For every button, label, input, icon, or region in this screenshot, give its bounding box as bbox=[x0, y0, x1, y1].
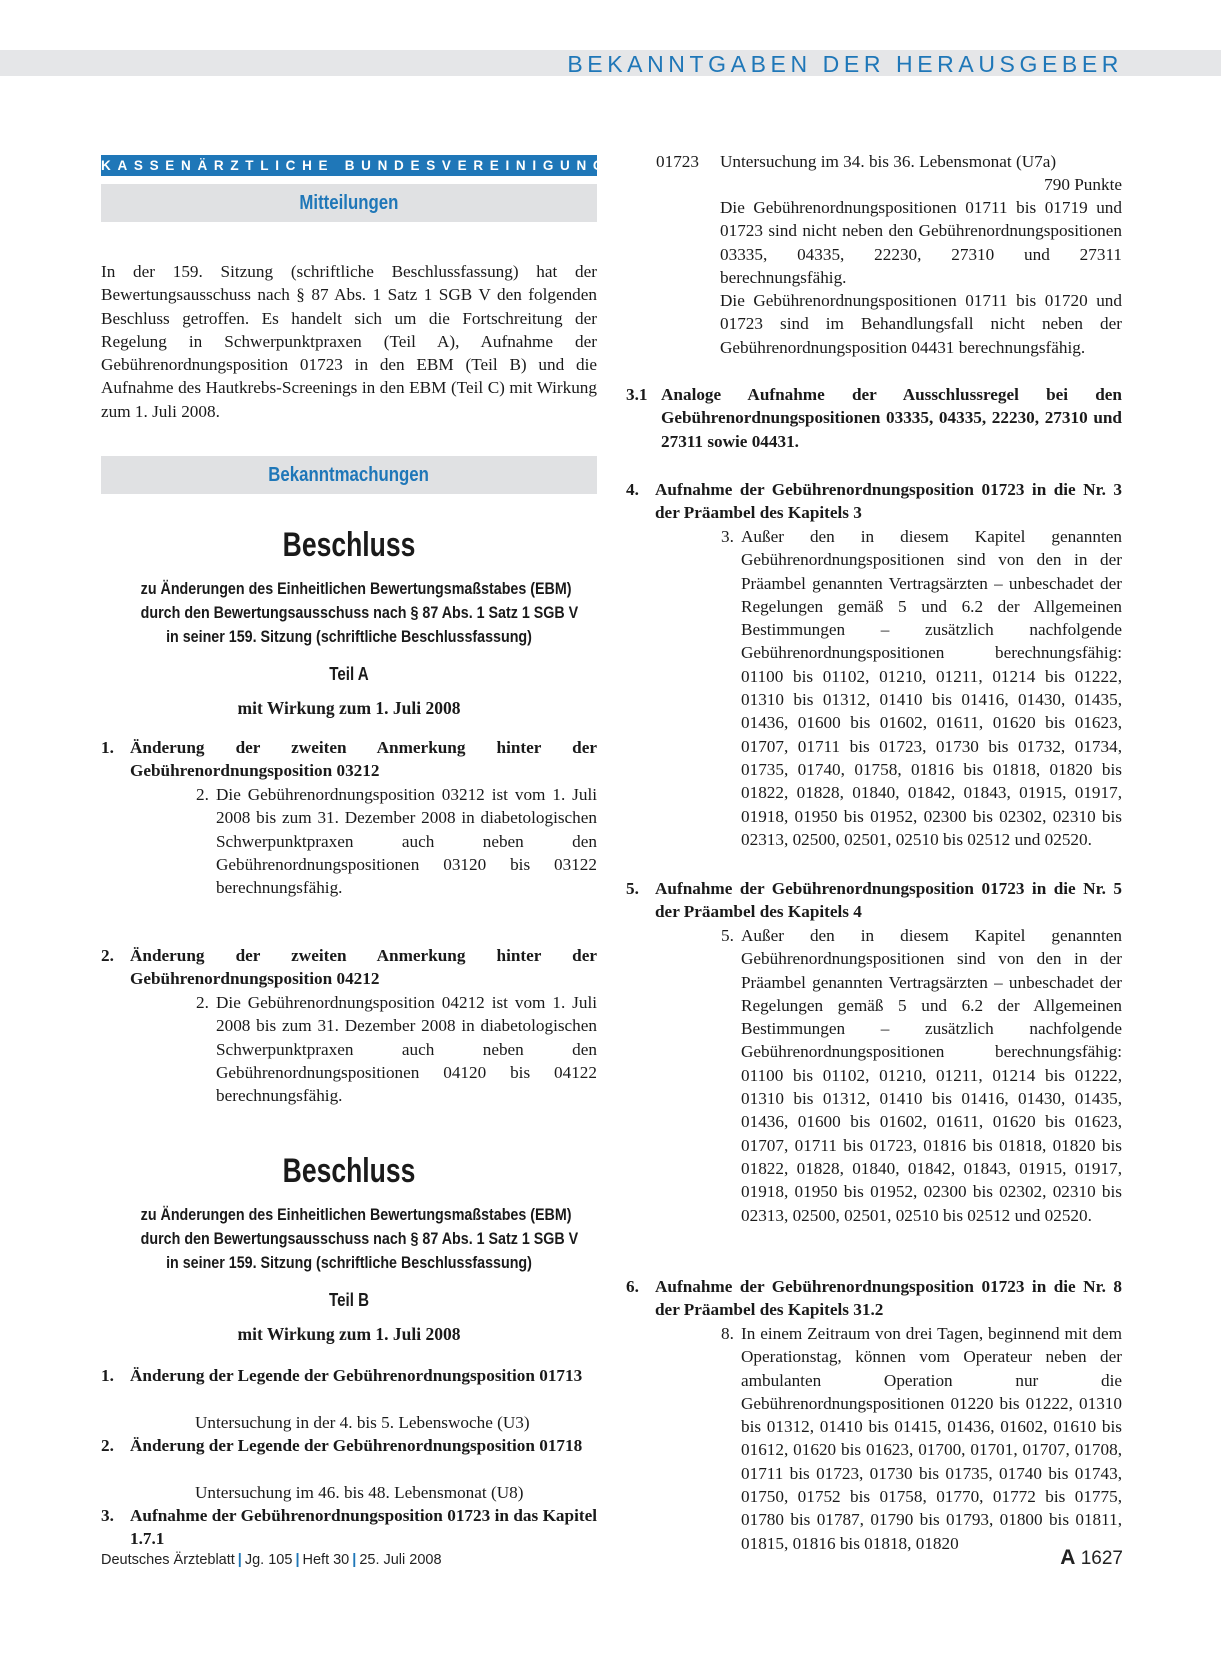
teil-b-label: Teil B bbox=[328, 1290, 370, 1310]
list-item-body: 5. Außer den in diesem Kapitel genannten Gebührenordnungspositionen sind von den in der Präambel genannten Vertragsärzten – unbeschadet der Regelungen gemäß 5 und 6.2 der Allgemeinen Bestimmungen – zusätzlich nachfolgende Gebührenordnungspositionen berechnungsfähig: 01100 bis 01102, 01210, 01211, 01214 bis 01222, 01310 bis 01312, 01410 bis 01416, 01430, 01435, 01436, 01600 bis 01602, 01611, 01620 bis 01623, 01707, 01711 bis 01723, 01816 bis 01818, 01820 bis 01822, 01828, 01840, 01842, 01843, 01915, 01917, 01918, 01950 bis 01952, 02300 bis 02302, 02310 bis 02313, 02500, 02501, 02510 bis 02512 und 02520. bbox=[721, 926, 1122, 1225]
beschluss-title-a: Beschluss bbox=[282, 526, 416, 564]
list-item-body: 2. Die Gebührenordnungsposition 04212 ist vom 1. Juli 2008 bis zum 31. Dezember 2008 in diabetologischen Schwerpunktpraxen auch neben den Gebührenordnungspositionen 04120 bis 04122 berechnungsfähig. bbox=[196, 993, 597, 1106]
list-item: 6. Aufnahme der Gebührenordnungsposition 01723 in die Nr. 8 der Präambel des Kapitels 31.2 bbox=[626, 1277, 1122, 1320]
beschluss-subtitle-a: zu Änderungen des Einheitlichen Bewertungsmaßstabes (EBM) durch den Bewertungsausschuss nach § 87 Abs. 1 Satz 1 SGB V in seiner 159. Sitzung (schriftliche Beschlussfassung) bbox=[140, 579, 579, 646]
issue: Heft 30 bbox=[302, 1552, 350, 1568]
list-item: 1. Änderung der Legende der Gebührenordnungsposition 01713 bbox=[101, 1366, 583, 1385]
gop-points: 790 Punkte bbox=[1044, 175, 1122, 194]
mitteilungen-heading: Mitteilungen bbox=[101, 184, 597, 222]
gop-note-2: Die Gebührenordnungspositionen 01711 bis 01720 und 01723 sind im Behandlungsfall nicht neben der Gebührenordnungsposition 04431 berechnungsfähig. bbox=[720, 291, 1122, 357]
wirkung-a: mit Wirkung zum 1. Juli 2008 bbox=[237, 698, 461, 718]
list-item: 3. Aufnahme der Gebührenordnungsposition 01723 in das Kapitel 1.7.1 bbox=[101, 1506, 597, 1549]
list-item-body: 8. In einem Zeitraum von drei Tagen, beginnend mit dem Operationstag, können vom Operateur neben der ambulanten Operation nur die Gebührenordnungspositionen 01220 bis 01222, 01310 bis 01312, 01410 bis 01415, 01436, 01602, 01610 bis 01612, 01620 bis 01623, 01700, 01701, 01707, 01708, 01711 bis 01723, 01730 bis 01735, 01740 bis 01743, 01750, 01752 bis 01758, 01770, 01772 bis 01775, 01780 bis 01787, 01790 bis 01793, 01800 bis 01811, 01815, 01816 bis 01818, 01820 bbox=[721, 1324, 1122, 1553]
list-item-body: Untersuchung in der 4. bis 5. Lebenswoche (U3) bbox=[195, 1413, 530, 1432]
list-item: 2. Änderung der Legende der Gebührenordnungsposition 01718 bbox=[101, 1436, 583, 1455]
beschluss-title-b: Beschluss bbox=[282, 1152, 416, 1190]
list-item: 4. Aufnahme der Gebührenordnungsposition 01723 in die Nr. 3 der Präambel des Kapitels 3 bbox=[626, 480, 1122, 523]
footer-citation: Deutsches Ärzteblatt | Jg. 105 | Heft 30 | 25. Juli 2008 bbox=[101, 1552, 442, 1568]
journal-name: Deutsches Ärzteblatt bbox=[101, 1552, 235, 1568]
gop-title: Untersuchung im 34. bis 36. Lebensmonat (U7a) bbox=[720, 152, 1057, 171]
list-item-body: 3. Außer den in diesem Kapitel genannten Gebührenordnungspositionen sind von den in der Präambel genannten Vertragsärzten – unbeschadet der Regelungen gemäß 5 und 6.2 der Allgemeinen Bestimmungen – zusätzlich nachfolgende Gebührenordnungspositionen berechnungsfähig: 01100 bis 01102, 01210, 01211, 01214 bis 01222, 01310 bis 01312, 01410 bis 01416, 01430, 01435, 01436, 01600 bis 01602, 01611, 01620 bis 01623, 01707, 01711 bis 01723, 01730 bis 01732, 01734, 01735, 01740, 01758, 01816 bis 01818, 01820 bis 01822, 01828, 01840, 01842, 01843, 01915, 01917, 01918, 01950 bis 01952, 02300 bis 02302, 02310 bis 02313, 02500, 02501, 02510 bis 02512 und 02520. bbox=[721, 527, 1122, 849]
beschluss-subtitle-b: zu Änderungen des Einheitlichen Bewertungsmaßstabes (EBM) durch den Bewertungsausschuss nach § 87 Abs. 1 Satz 1 SGB V in seiner 159. Sitzung (schriftliche Beschlussfassung) bbox=[140, 1205, 579, 1272]
intro-paragraph: In der 159. Sitzung (schriftliche Beschlussfassung) hat der Bewertungsausschuss nach § 87 Abs. 1 Satz 1 SGB V den folgenden Beschluss getroffen. Es handelt sich um die Fortschreitung der Regelung in Schwerpunktpraxen (Teil A), Aufnahme der Gebührenordnungsposition 01723 in den EBM (Teil B) und die Aufnahme des Hautkrebs-Screenings in den EBM (Teil C) mit Wirkung zum 1. Juli 2008. bbox=[101, 262, 597, 421]
list-item: 1. Änderung der zweiten Anmerkung hinter der Gebührenordnungsposition 03212 bbox=[101, 738, 597, 781]
list-item-body: Untersuchung im 46. bis 48. Lebensmonat (U8) bbox=[195, 1483, 524, 1502]
kbv-banner: KASSENÄRZTLICHE BUNDESVEREINIGUNG bbox=[101, 155, 597, 176]
list-item: 5. Aufnahme der Gebührenordnungsposition 01723 in die Nr. 5 der Präambel des Kapitels 4 bbox=[626, 879, 1122, 922]
gop-code: 01723 bbox=[656, 152, 699, 171]
wirkung-b: mit Wirkung zum 1. Juli 2008 bbox=[237, 1324, 461, 1344]
section-header-title: BEKANNTGABEN DER HERAUSGEBER bbox=[567, 51, 1123, 77]
teil-a-label: Teil A bbox=[329, 664, 369, 684]
list-item: 2. Änderung der zweiten Anmerkung hinter der Gebührenordnungsposition 04212 bbox=[101, 946, 597, 989]
page-number: A 1627 bbox=[1060, 1546, 1123, 1569]
issue-date: 25. Juli 2008 bbox=[359, 1552, 442, 1568]
volume: Jg. 105 bbox=[244, 1552, 293, 1568]
gop-note-1: Die Gebührenordnungspositionen 01711 bis 01719 und 01723 sind nicht neben den Gebührenordnungspositionen 03335, 04335, 22230, 27310 und 27311 berechnungsfähig. bbox=[720, 198, 1122, 287]
bekanntmachungen-heading: Bekanntmachungen bbox=[101, 456, 597, 494]
list-item: 3.1 Analoge Aufnahme der Ausschlussregel bei den Gebührenordnungspositionen 03335, 04335, 22230, 27310 und 27311 sowie 04431. bbox=[626, 385, 1122, 451]
list-item-body: 2. Die Gebührenordnungsposition 03212 ist vom 1. Juli 2008 bis zum 31. Dezember 2008 in diabetologischen Schwerpunktpraxen auch neben den Gebührenordnungspositionen 03120 bis 03122 berechnungsfähig. bbox=[196, 785, 597, 898]
